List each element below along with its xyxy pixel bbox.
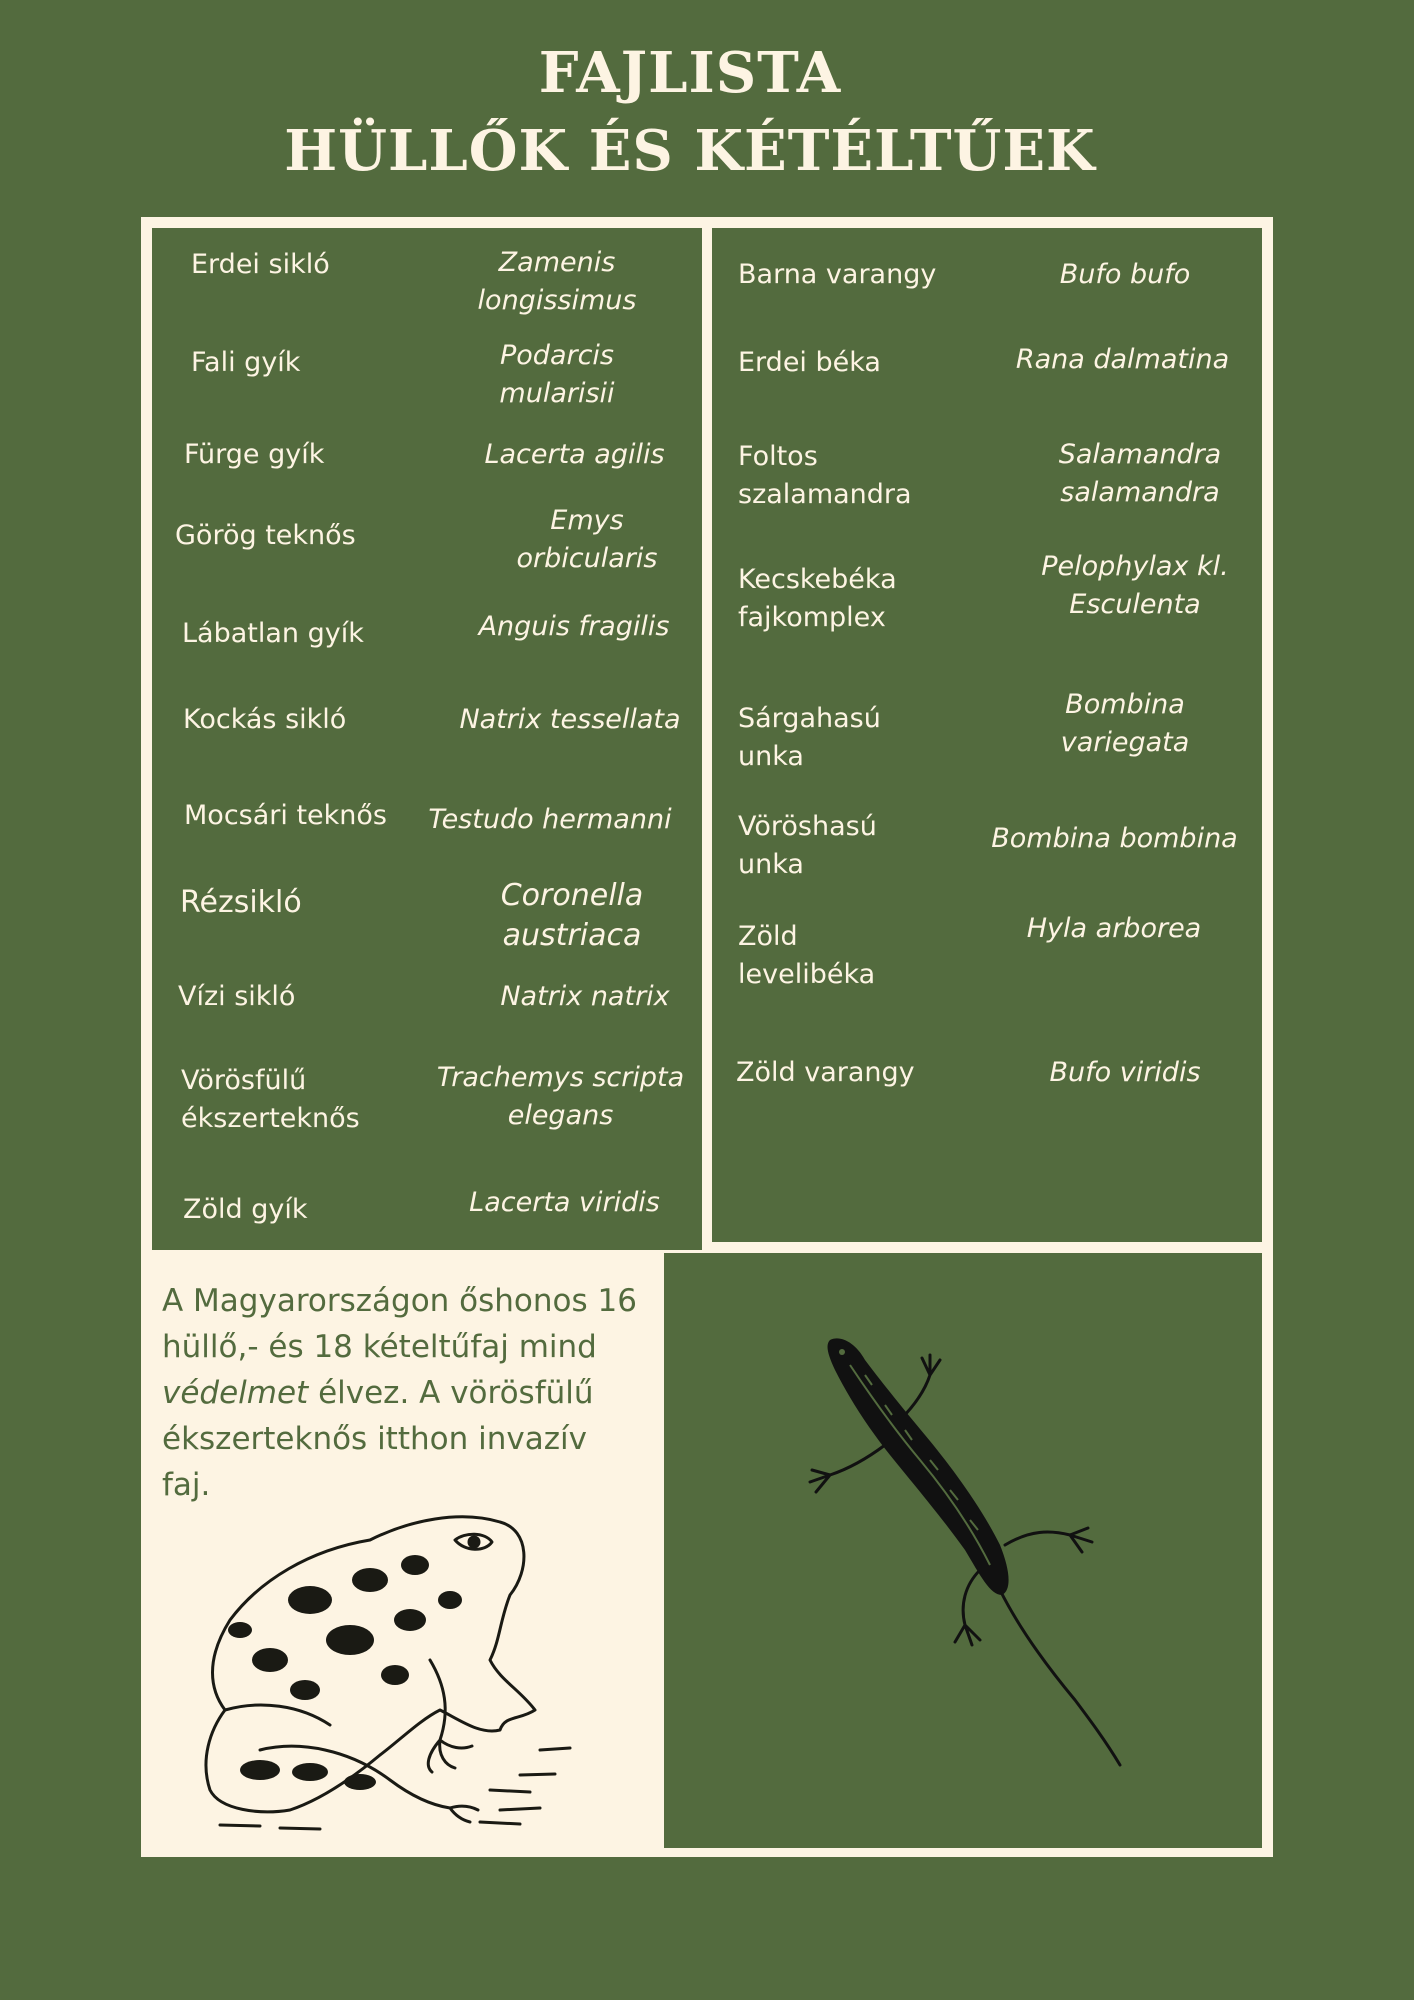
- reptile-latin: Lacerta agilis: [484, 439, 665, 470]
- page-title-line1: FAJLISTA: [538, 40, 842, 106]
- reptile-name: Erdei sikló: [191, 249, 330, 280]
- reptile-name: Rézsikló: [180, 885, 302, 920]
- reptile-name: Fali gyík: [191, 347, 301, 378]
- amphibian-latin: Hyla arborea: [1026, 913, 1202, 944]
- amphibian-latin: Bombina bombina: [991, 823, 1238, 854]
- reptile-name: Fürge gyík: [184, 439, 325, 470]
- reptile-latin: Testudo hermanni: [428, 804, 672, 835]
- reptile-name: Lábatlan gyík: [182, 618, 364, 649]
- reptile-latin: Natrix tessellata: [459, 704, 681, 735]
- amphibian-name: Sárgahasú unka: [738, 703, 881, 772]
- amphibian-latin: Bufo bufo: [1059, 259, 1191, 290]
- amphibian-name: Erdei béka: [738, 347, 881, 378]
- reptile-latin: Anguis fragilis: [478, 611, 670, 642]
- amphibian-name: Zöld levelibéka: [738, 921, 876, 990]
- amphibian-latin: Salamandra salamandra: [1058, 439, 1222, 508]
- amphibian-name: Vöröshasú unka: [738, 811, 877, 880]
- reptile-latin: Emys orbicularis: [516, 505, 658, 574]
- amphibian-latin: Pelophylax kl. Esculenta: [1041, 551, 1229, 620]
- reptile-name: Görög teknős: [175, 520, 356, 551]
- reptile-latin: Lacerta viridis: [469, 1187, 660, 1218]
- frog-illustration: [200, 1510, 580, 1830]
- reptile-latin: Natrix natrix: [500, 981, 670, 1012]
- protection-note: [162, 1278, 642, 1508]
- lizard-illustration: [790, 1330, 1170, 1780]
- reptile-latin: Trachemys scripta elegans: [436, 1062, 685, 1131]
- amphibian-name: Zöld varangy: [736, 1057, 915, 1088]
- reptile-latin: Zamenis longissimus: [477, 247, 637, 316]
- reptile-latin: Coronella austriaca: [500, 878, 644, 953]
- note-text-after: élvez. A vörösfülű ékszerteknős itthon invazív faj.: [162, 1375, 594, 1503]
- amphibian-latin: Bombina variegata: [1060, 689, 1190, 758]
- reptile-name: Kockás sikló: [183, 704, 347, 735]
- reptile-name: Vörösfülű ékszerteknős: [181, 1065, 360, 1134]
- reptile-name: Vízi sikló: [178, 981, 296, 1012]
- note-emphasis: védelmet: [162, 1375, 309, 1411]
- amphibian-name: Foltos szalamandra: [738, 441, 912, 510]
- reptile-name: Mocsári teknős: [184, 800, 387, 831]
- note-text-before: A Magyarországon őshonos 16 hüllő,- és 18 kételtűfaj mind: [162, 1283, 637, 1365]
- amphibian-latin: Rana dalmatina: [1015, 344, 1230, 375]
- reptile-latin: Podarcis mularisii: [499, 340, 615, 409]
- amphibian-latin: Bufo viridis: [1049, 1057, 1201, 1088]
- amphibian-name: Barna varangy: [738, 259, 937, 290]
- reptile-name: Zöld gyík: [183, 1194, 308, 1225]
- amphibian-name: Kecskebéka fajkomplex: [738, 564, 897, 633]
- page-title-line2: HÜLLŐK ÉS KÉTÉLTŰEK: [284, 118, 1096, 184]
